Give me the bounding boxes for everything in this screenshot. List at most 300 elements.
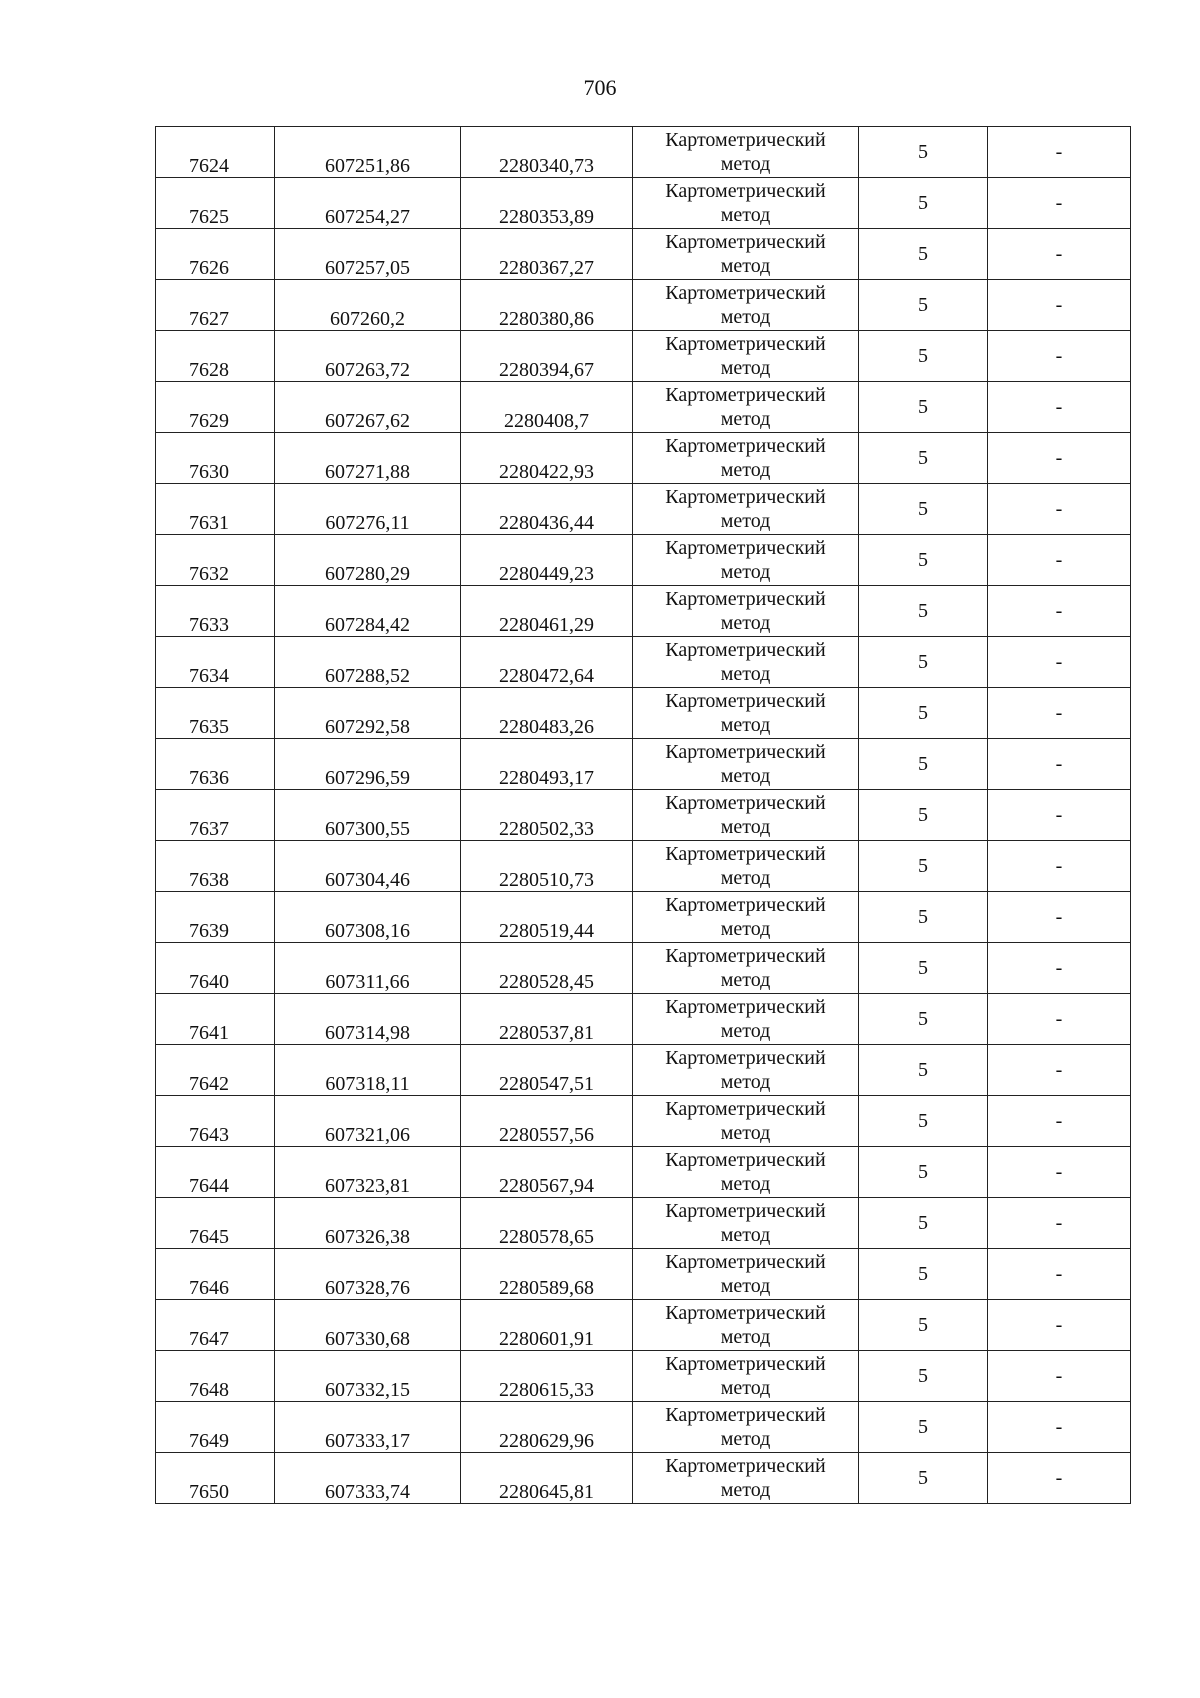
- error-cell: [859, 943, 988, 994]
- table-row: [156, 1096, 1131, 1147]
- method-line-2: метод: [720, 561, 771, 583]
- point-number: 7628: [189, 359, 229, 381]
- method-cell: [633, 1300, 859, 1351]
- method-line-2: метод: [720, 408, 771, 430]
- x-coordinate: 607314,98: [325, 1022, 410, 1044]
- x-coordinate: 607288,52: [325, 665, 410, 687]
- method-cell: [633, 637, 859, 688]
- y-coordinate: 2280436,44: [499, 512, 594, 534]
- method-line-1: Картометрический: [665, 384, 826, 406]
- error-value: 5: [918, 243, 928, 265]
- method-line-2: метод: [720, 969, 771, 991]
- method-line-2: метод: [720, 1071, 771, 1093]
- method-line-2: метод: [720, 1326, 771, 1348]
- error-cell: [859, 1198, 988, 1249]
- error-cell: [859, 433, 988, 484]
- x-coordinate: 607296,59: [325, 767, 410, 789]
- point-number: 7633: [189, 614, 229, 636]
- note-value: -: [1055, 804, 1063, 826]
- point-number-cell: [156, 331, 275, 382]
- y-coordinate: 2280394,67: [499, 359, 594, 381]
- note-cell: [988, 331, 1131, 382]
- table-row: [156, 1249, 1131, 1300]
- point-number: 7625: [189, 206, 229, 228]
- error-value: 5: [918, 192, 928, 214]
- note-value: -: [1055, 651, 1063, 673]
- table-row: [156, 841, 1131, 892]
- error-value: 5: [918, 1059, 928, 1081]
- x-coordinate-cell: [275, 535, 461, 586]
- note-value: -: [1055, 498, 1063, 520]
- method-line-2: метод: [720, 204, 771, 226]
- note-cell: [988, 1300, 1131, 1351]
- method-line-1: Картометрический: [665, 1251, 826, 1273]
- y-coordinate: 2280449,23: [499, 563, 594, 585]
- note-cell: [988, 127, 1131, 178]
- y-coordinate-cell: [461, 382, 633, 433]
- point-number-cell: [156, 178, 275, 229]
- note-cell: [988, 994, 1131, 1045]
- method-cell: [633, 331, 859, 382]
- point-number: 7645: [189, 1226, 229, 1248]
- y-coordinate-cell: [461, 280, 633, 331]
- y-coordinate: 2280629,96: [499, 1430, 594, 1452]
- x-coordinate-cell: [275, 127, 461, 178]
- x-coordinate: 607330,68: [325, 1328, 410, 1350]
- x-coordinate: 607332,15: [325, 1379, 410, 1401]
- x-coordinate: 607300,55: [325, 818, 410, 840]
- method-line-1: Картометрический: [665, 1455, 826, 1477]
- table-row: [156, 1198, 1131, 1249]
- error-value: 5: [918, 1467, 928, 1489]
- error-cell: [859, 637, 988, 688]
- note-value: -: [1055, 447, 1063, 469]
- method-cell: [633, 535, 859, 586]
- method-cell: [633, 739, 859, 790]
- method-cell: [633, 586, 859, 637]
- point-number-cell: [156, 586, 275, 637]
- error-value: 5: [918, 804, 928, 826]
- y-coordinate-cell: [461, 229, 633, 280]
- method-line-2: метод: [720, 1377, 771, 1399]
- table-row: [156, 637, 1131, 688]
- error-cell: [859, 688, 988, 739]
- error-value: 5: [918, 396, 928, 418]
- error-value: 5: [918, 294, 928, 316]
- y-coordinate: 2280645,81: [499, 1481, 594, 1503]
- error-cell: [859, 739, 988, 790]
- y-coordinate: 2280380,86: [499, 308, 594, 330]
- method-cell: [633, 280, 859, 331]
- y-coordinate-cell: [461, 1198, 633, 1249]
- note-cell: [988, 1045, 1131, 1096]
- method-cell: [633, 1453, 859, 1504]
- note-value: -: [1055, 549, 1063, 571]
- x-coordinate: 607328,76: [325, 1277, 410, 1299]
- point-number: 7642: [189, 1073, 229, 1095]
- y-coordinate-cell: [461, 1045, 633, 1096]
- error-value: 5: [918, 1212, 928, 1234]
- error-value: 5: [918, 447, 928, 469]
- method-line-2: метод: [720, 510, 771, 532]
- point-number: 7639: [189, 920, 229, 942]
- error-value: 5: [918, 1008, 928, 1030]
- table-row: [156, 790, 1131, 841]
- y-coordinate: 2280340,73: [499, 155, 594, 177]
- table-row: [156, 688, 1131, 739]
- x-coordinate: 607321,06: [325, 1124, 410, 1146]
- error-cell: [859, 1045, 988, 1096]
- error-value: 5: [918, 549, 928, 571]
- point-number-cell: [156, 1453, 275, 1504]
- method-line-1: Картометрический: [665, 996, 826, 1018]
- method-line-1: Картометрический: [665, 333, 826, 355]
- note-value: -: [1055, 1059, 1063, 1081]
- error-cell: [859, 382, 988, 433]
- note-cell: [988, 790, 1131, 841]
- y-coordinate: 2280472,64: [499, 665, 594, 687]
- x-coordinate: 607257,05: [325, 257, 410, 279]
- error-value: 5: [918, 1314, 928, 1336]
- point-number: 7631: [189, 512, 229, 534]
- table-row: [156, 331, 1131, 382]
- y-coordinate: 2280408,7: [504, 410, 589, 432]
- method-line-2: метод: [720, 1428, 771, 1450]
- note-value: -: [1055, 1212, 1063, 1234]
- y-coordinate-cell: [461, 1402, 633, 1453]
- x-coordinate: 607308,16: [325, 920, 410, 942]
- table-row: [156, 1453, 1131, 1504]
- method-line-1: Картометрический: [665, 690, 826, 712]
- note-cell: [988, 229, 1131, 280]
- note-cell: [988, 484, 1131, 535]
- method-line-1: Картометрический: [665, 486, 826, 508]
- x-coordinate: 607276,11: [325, 512, 410, 534]
- y-coordinate: 2280493,17: [499, 767, 594, 789]
- point-number: 7648: [189, 1379, 229, 1401]
- note-cell: [988, 739, 1131, 790]
- note-cell: [988, 841, 1131, 892]
- method-line-2: метод: [720, 1275, 771, 1297]
- x-coordinate: 607323,81: [325, 1175, 410, 1197]
- method-line-2: метод: [720, 663, 771, 685]
- method-line-1: Картометрический: [665, 435, 826, 457]
- method-line-2: метод: [720, 612, 771, 634]
- error-value: 5: [918, 651, 928, 673]
- y-coordinate-cell: [461, 1249, 633, 1300]
- error-cell: [859, 1453, 988, 1504]
- method-line-1: Картометрический: [665, 129, 826, 151]
- error-cell: [859, 229, 988, 280]
- table-row: [156, 178, 1131, 229]
- error-cell: [859, 586, 988, 637]
- note-cell: [988, 1147, 1131, 1198]
- note-value: -: [1055, 192, 1063, 214]
- note-cell: [988, 1351, 1131, 1402]
- x-coordinate-cell: [275, 943, 461, 994]
- method-line-1: Картометрический: [665, 843, 826, 865]
- x-coordinate-cell: [275, 586, 461, 637]
- x-coordinate-cell: [275, 433, 461, 484]
- point-number: 7644: [189, 1175, 229, 1197]
- y-coordinate: 2280519,44: [499, 920, 594, 942]
- error-value: 5: [918, 141, 928, 163]
- note-cell: [988, 586, 1131, 637]
- y-coordinate: 2280557,56: [499, 1124, 594, 1146]
- y-coordinate-cell: [461, 127, 633, 178]
- method-line-1: Картометрический: [665, 1149, 826, 1171]
- error-cell: [859, 1300, 988, 1351]
- note-cell: [988, 1096, 1131, 1147]
- x-coordinate-cell: [275, 1402, 461, 1453]
- point-number: 7643: [189, 1124, 229, 1146]
- note-value: -: [1055, 855, 1063, 877]
- error-cell: [859, 892, 988, 943]
- point-number: 7634: [189, 665, 229, 687]
- coordinates-table-body: [156, 127, 1131, 1504]
- note-value: -: [1055, 1161, 1063, 1183]
- point-number-cell: [156, 688, 275, 739]
- error-value: 5: [918, 753, 928, 775]
- note-value: -: [1055, 243, 1063, 265]
- table-row: [156, 1045, 1131, 1096]
- point-number: 7624: [189, 155, 229, 177]
- y-coordinate: 2280367,27: [499, 257, 594, 279]
- method-cell: [633, 433, 859, 484]
- point-number: 7637: [189, 818, 229, 840]
- method-line-1: Картометрический: [665, 639, 826, 661]
- point-number-cell: [156, 1402, 275, 1453]
- y-coordinate-cell: [461, 1096, 633, 1147]
- note-value: -: [1055, 294, 1063, 316]
- x-coordinate-cell: [275, 229, 461, 280]
- y-coordinate-cell: [461, 994, 633, 1045]
- y-coordinate-cell: [461, 892, 633, 943]
- x-coordinate-cell: [275, 637, 461, 688]
- method-line-1: Картометрический: [665, 537, 826, 559]
- error-cell: [859, 790, 988, 841]
- error-cell: [859, 1096, 988, 1147]
- note-value: -: [1055, 396, 1063, 418]
- point-number-cell: [156, 1351, 275, 1402]
- x-coordinate-cell: [275, 280, 461, 331]
- error-value: 5: [918, 855, 928, 877]
- point-number-cell: [156, 739, 275, 790]
- point-number-cell: [156, 841, 275, 892]
- method-line-1: Картометрический: [665, 588, 826, 610]
- x-coordinate-cell: [275, 1453, 461, 1504]
- x-coordinate-cell: [275, 790, 461, 841]
- point-number: 7636: [189, 767, 229, 789]
- note-value: -: [1055, 957, 1063, 979]
- x-coordinate-cell: [275, 841, 461, 892]
- method-line-2: метод: [720, 816, 771, 838]
- x-coordinate: 607326,38: [325, 1226, 410, 1248]
- y-coordinate-cell: [461, 790, 633, 841]
- method-line-2: метод: [720, 1020, 771, 1042]
- error-cell: [859, 331, 988, 382]
- method-cell: [633, 127, 859, 178]
- method-line-2: метод: [720, 357, 771, 379]
- method-line-1: Картометрический: [665, 1404, 826, 1426]
- y-coordinate: 2280528,45: [499, 971, 594, 993]
- method-line-2: метод: [720, 765, 771, 787]
- point-number: 7638: [189, 869, 229, 891]
- coordinates-table: [155, 126, 1131, 1504]
- y-coordinate: 2280510,73: [499, 869, 594, 891]
- note-value: -: [1055, 1008, 1063, 1030]
- y-coordinate: 2280422,93: [499, 461, 594, 483]
- error-cell: [859, 1147, 988, 1198]
- point-number-cell: [156, 1147, 275, 1198]
- x-coordinate: 607292,58: [325, 716, 410, 738]
- x-coordinate-cell: [275, 1351, 461, 1402]
- error-value: 5: [918, 1263, 928, 1285]
- y-coordinate: 2280578,65: [499, 1226, 594, 1248]
- y-coordinate-cell: [461, 178, 633, 229]
- y-coordinate-cell: [461, 1300, 633, 1351]
- method-line-1: Картометрический: [665, 1200, 826, 1222]
- point-number: 7650: [189, 1481, 229, 1503]
- x-coordinate: 607254,27: [325, 206, 410, 228]
- note-value: -: [1055, 345, 1063, 367]
- error-cell: [859, 841, 988, 892]
- point-number: 7626: [189, 257, 229, 279]
- x-coordinate-cell: [275, 739, 461, 790]
- point-number-cell: [156, 535, 275, 586]
- y-coordinate-cell: [461, 841, 633, 892]
- method-line-1: Картометрический: [665, 1302, 826, 1324]
- method-cell: [633, 841, 859, 892]
- point-number-cell: [156, 127, 275, 178]
- note-cell: [988, 535, 1131, 586]
- point-number: 7641: [189, 1022, 229, 1044]
- method-cell: [633, 1351, 859, 1402]
- note-value: -: [1055, 906, 1063, 928]
- error-cell: [859, 127, 988, 178]
- x-coordinate-cell: [275, 331, 461, 382]
- y-coordinate: 2280502,33: [499, 818, 594, 840]
- point-number-cell: [156, 1300, 275, 1351]
- method-line-1: Картометрический: [665, 1047, 826, 1069]
- method-line-1: Картометрический: [665, 1353, 826, 1375]
- table-row: [156, 586, 1131, 637]
- table-row: [156, 1402, 1131, 1453]
- method-line-1: Картометрический: [665, 945, 826, 967]
- y-coordinate-cell: [461, 331, 633, 382]
- note-cell: [988, 1453, 1131, 1504]
- note-cell: [988, 637, 1131, 688]
- method-cell: [633, 382, 859, 433]
- y-coordinate-cell: [461, 484, 633, 535]
- error-value: 5: [918, 345, 928, 367]
- table-row: [156, 127, 1131, 178]
- point-number-cell: [156, 484, 275, 535]
- point-number-cell: [156, 943, 275, 994]
- note-cell: [988, 280, 1131, 331]
- method-line-1: Картометрический: [665, 1098, 826, 1120]
- point-number-cell: [156, 790, 275, 841]
- note-value: -: [1055, 1467, 1063, 1489]
- note-value: -: [1055, 1110, 1063, 1132]
- method-line-2: метод: [720, 1224, 771, 1246]
- note-value: -: [1055, 753, 1063, 775]
- method-cell: [633, 1045, 859, 1096]
- method-cell: [633, 484, 859, 535]
- error-cell: [859, 994, 988, 1045]
- point-number-cell: [156, 1198, 275, 1249]
- method-cell: [633, 229, 859, 280]
- method-cell: [633, 1096, 859, 1147]
- note-cell: [988, 688, 1131, 739]
- note-value: -: [1055, 141, 1063, 163]
- point-number: 7649: [189, 1430, 229, 1452]
- x-coordinate-cell: [275, 382, 461, 433]
- note-value: -: [1055, 1314, 1063, 1336]
- method-cell: [633, 1402, 859, 1453]
- point-number: 7630: [189, 461, 229, 483]
- note-value: -: [1055, 702, 1063, 724]
- error-cell: [859, 280, 988, 331]
- point-number: 7627: [189, 308, 229, 330]
- point-number: 7646: [189, 1277, 229, 1299]
- point-number: 7640: [189, 971, 229, 993]
- method-cell: [633, 688, 859, 739]
- x-coordinate: 607260,2: [330, 308, 405, 330]
- error-value: 5: [918, 600, 928, 622]
- note-value: -: [1055, 600, 1063, 622]
- y-coordinate: 2280601,91: [499, 1328, 594, 1350]
- point-number: 7647: [189, 1328, 229, 1350]
- x-coordinate-cell: [275, 994, 461, 1045]
- x-coordinate: 607263,72: [325, 359, 410, 381]
- y-coordinate: 2280537,81: [499, 1022, 594, 1044]
- table-row: [156, 1147, 1131, 1198]
- method-line-1: Картометрический: [665, 282, 826, 304]
- error-value: 5: [918, 957, 928, 979]
- x-coordinate: 607304,46: [325, 869, 410, 891]
- table-row: [156, 994, 1131, 1045]
- note-cell: [988, 382, 1131, 433]
- x-coordinate-cell: [275, 1300, 461, 1351]
- point-number: 7635: [189, 716, 229, 738]
- method-line-1: Картометрический: [665, 894, 826, 916]
- table-row: [156, 892, 1131, 943]
- x-coordinate: 607267,62: [325, 410, 410, 432]
- y-coordinate-cell: [461, 1147, 633, 1198]
- table-row: [156, 484, 1131, 535]
- note-value: -: [1055, 1263, 1063, 1285]
- y-coordinate: 2280615,33: [499, 1379, 594, 1401]
- error-value: 5: [918, 498, 928, 520]
- x-coordinate: 607271,88: [325, 461, 410, 483]
- method-cell: [633, 790, 859, 841]
- x-coordinate-cell: [275, 178, 461, 229]
- y-coordinate-cell: [461, 637, 633, 688]
- x-coordinate: 607333,74: [325, 1481, 410, 1503]
- y-coordinate: 2280353,89: [499, 206, 594, 228]
- table-row: [156, 739, 1131, 790]
- method-cell: [633, 943, 859, 994]
- note-value: -: [1055, 1365, 1063, 1387]
- error-cell: [859, 1402, 988, 1453]
- method-line-2: метод: [720, 459, 771, 481]
- method-cell: [633, 994, 859, 1045]
- method-line-2: метод: [720, 306, 771, 328]
- y-coordinate-cell: [461, 943, 633, 994]
- error-value: 5: [918, 702, 928, 724]
- table-row: [156, 229, 1131, 280]
